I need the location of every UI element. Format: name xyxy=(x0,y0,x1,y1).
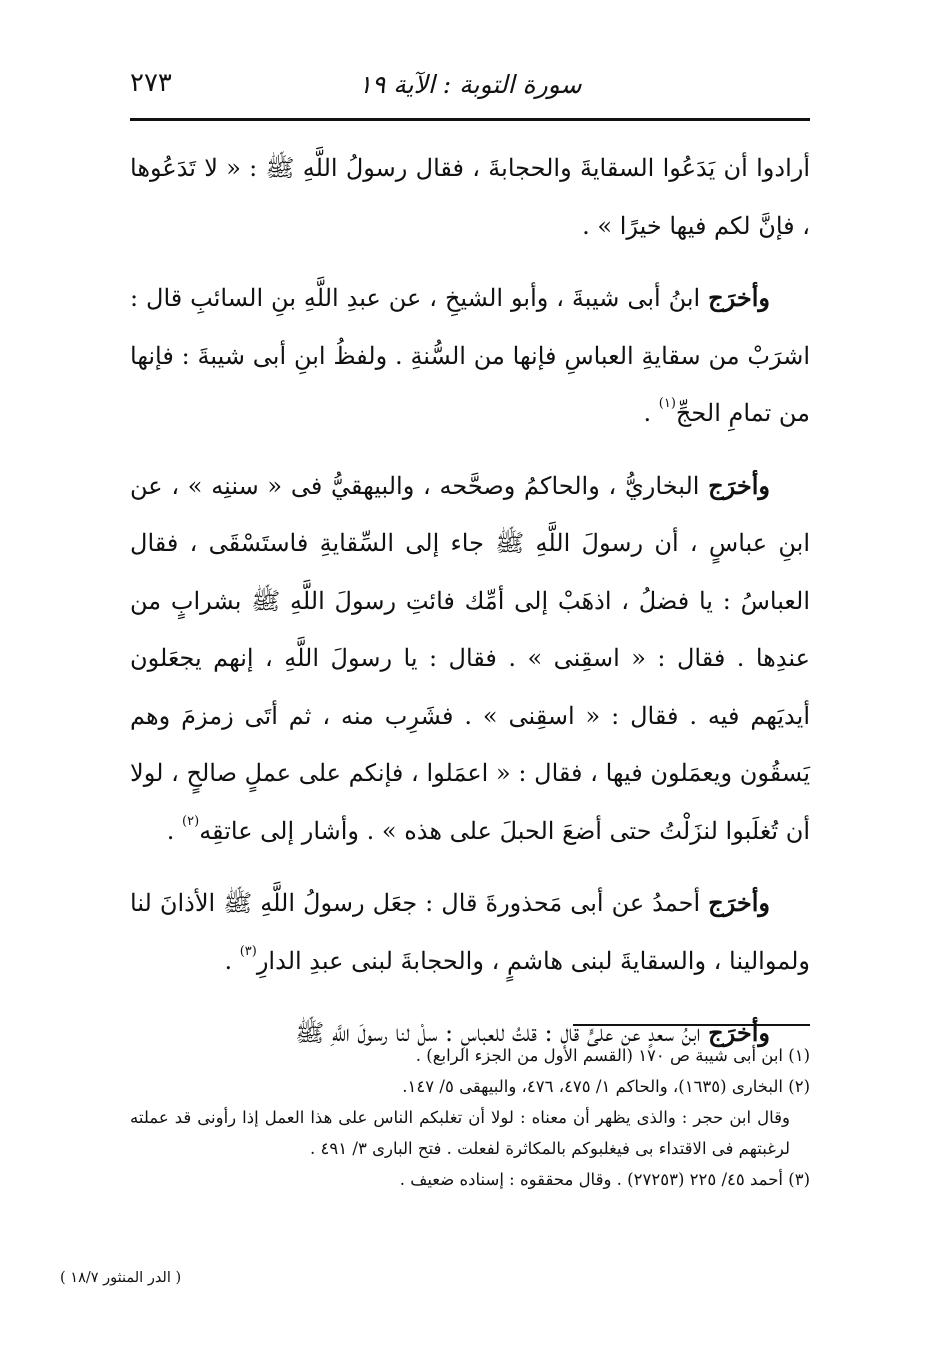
paragraph-4 xyxy=(130,874,810,990)
footer-reference: ( الدر المنثور ١٨/٧ ) xyxy=(60,1270,182,1286)
footnote-2: (٢) البخارى (١٦٣٥)، والحاكم ١/ ٤٧٥، ٤٧٦، والبيهقى ٥/ ١٤٧. xyxy=(402,1077,810,1096)
footnote-1: (١) ابن أبى شيبة ص ١٧٠ (القسم الأول من الجزء الرابع) . xyxy=(415,1046,810,1065)
paragraph-3 xyxy=(130,457,810,861)
footnotes xyxy=(130,1040,810,1195)
paragraph-2-end: . xyxy=(643,399,659,427)
header-rule xyxy=(130,118,810,121)
paragraph-3-lead: وأخرَج xyxy=(708,470,770,500)
paragraph-2-lead: وأخرَج xyxy=(708,283,770,312)
paragraph-1 xyxy=(130,140,810,255)
paragraph-2 xyxy=(130,269,810,443)
footnote-marker-3: (٣) xyxy=(239,943,257,959)
paragraph-5-text: ابنُ سعدٍ عن علىٍّ قال : قلتُ للعباسِ : سلْ لنا رسولَ اللَّهِ ﷺ xyxy=(295,1019,701,1047)
running-title: سورة التوبة : الآية ١٩ xyxy=(358,70,582,99)
page-number: ٢٧٣ xyxy=(130,68,172,98)
paragraph-4-text: أحمدُ عن أبى مَحذورةَ قال : جعَل رسولُ اللَّهِ ﷺ الأذانَ لنا ولموالينا ، والسقايةَ لبنى هاشمٍ ، والحجابةَ لبنى عبدِ الدارِ xyxy=(130,889,810,975)
paragraph-4-lead: وأخرَج xyxy=(708,888,770,917)
main-text xyxy=(130,140,810,1077)
footnote-marker-2: (٢) xyxy=(182,813,200,829)
footnote-marker-1: (١) xyxy=(658,396,676,411)
footnote-3: (٣) أحمد ٤٥/ ٢٢٥ (٢٧٢٥٣) . وقال محققوه : إسناده ضعيف . xyxy=(399,1170,810,1189)
footnote-separator xyxy=(573,1024,810,1026)
paragraph-1-text: أرادوا أن يَدَعُوا السقايةَ والحجابةَ ، فقال رسولُ اللَّهِ ﷺ : « لا تَدَعُوها ، فإنَّ لكم فيها خيرًا » . xyxy=(130,154,810,240)
paragraph-4-end: . xyxy=(224,946,240,975)
paragraph-3-text: البخاريُّ ، والحاكمُ وصحَّحه ، والبيهقيُّ فى « سننِه » ، عن ابنِ عباسٍ ، أن رسولَ اللَّهِ ﷺ جاء إلى السِّقايةِ فاستَسْقَى ، فقال العباسُ : يا فضلُ ، اذهَبْ إلى أمِّك فائتِ رسولَ اللَّهِ ﷺ بشرابٍ من عندِها . فقال : « اسقِنى » . فقال : يا رسولَ اللَّهِ ، إنهم يجعَلون أيديَهم فيه . فقال : « اسقِنى » . فشَرِب منه ، ثم أتَى زمزمَ وهم يَسقُون ويعمَلون فيها ، فقال : « اعمَلوا ، فإنكم على عملٍ صالحٍ ، لولا أن تُغلَبوا لنزَلْتُ حتى أضعَ الحبلَ على هذه » . وأشار إلى عاتقِه xyxy=(130,471,810,845)
paragraph-3-end: . xyxy=(166,816,183,845)
footnote-2-continuation: وقال ابن حجر : والذى يظهر أن معناه : لولا أن تغلبكم الناس على هذا العمل إذا رأونى قد عملته لرغبتهم فى الاقتداء بى فيغلبوكم بالمكاثرة لفعلت . فتح البارى ٣/ ٤٩١ . xyxy=(130,1108,790,1158)
paragraph-5-lead: وأخرَج xyxy=(708,1018,770,1047)
page-header xyxy=(130,62,810,110)
paragraph-2-text: ابنُ أبى شيبةَ ، وأبو الشيخِ ، عن عبدِ اللَّهِ بنِ السائبِ قال : اشرَبْ من سقايةِ العباسِ فإنها من السُّنةِ . ولفظُ ابنِ أبى شيبةَ : فإنها من تمامِ الحجِّ xyxy=(130,284,810,427)
